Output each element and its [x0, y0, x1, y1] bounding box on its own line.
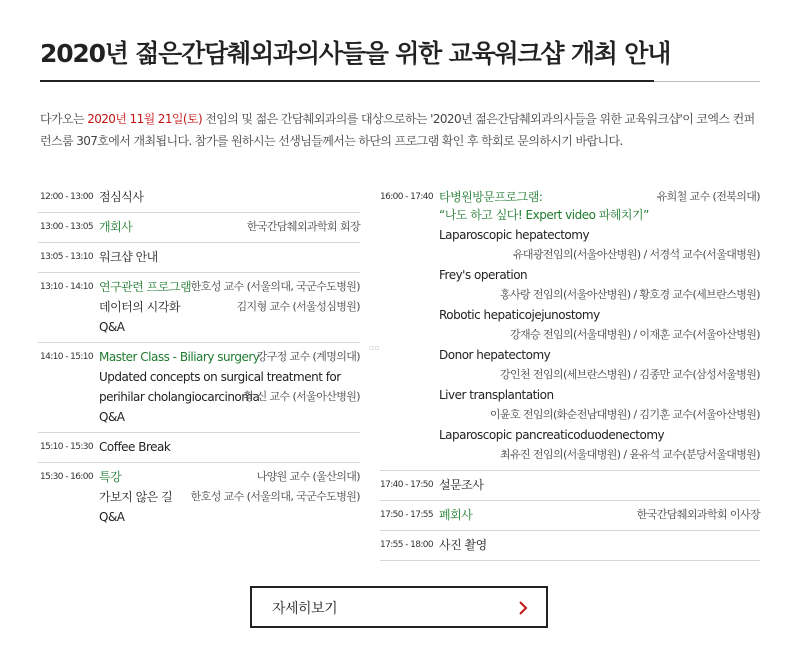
program-item: Laparoscopic pancreaticoduodenectomy — [439, 428, 665, 442]
schedule-left — [38, 183, 360, 532]
schedule-row — [38, 213, 360, 243]
program-speakers: 강인천 전임의(세브란스병원) / 김종만 교수(삼성서울병원) — [499, 368, 760, 381]
row-speaker: 한호성 교수 (서울의대, 국군수도병원) — [190, 280, 360, 293]
row-speaker: 한국간담췌외과학회 이사장 — [636, 508, 760, 521]
row-title: 연구관련 프로그램 — [99, 280, 192, 294]
row-title: 설문조사 — [439, 478, 484, 492]
program-speakers: 최유진 전임의(서울대병원) / 윤유석 교수(분당서울대병원) — [499, 448, 760, 461]
row-subtitle: 가보지 않은 길 — [99, 490, 173, 504]
title-divider — [40, 80, 654, 82]
schedule-right — [380, 183, 760, 561]
program-speakers: 강재승 전임의(서울대병원) / 이재훈 교수(서울아산병원) — [509, 328, 760, 341]
row-speaker: 유희철 교수 (전북의대) — [656, 190, 760, 203]
column-divider-mark: ▫▫ — [369, 343, 380, 352]
schedule-row — [380, 531, 760, 561]
row-time: 17:55 - 18:00 — [380, 540, 434, 550]
schedule-row — [380, 183, 760, 471]
row-title: 점심식사 — [99, 190, 144, 204]
row-title: 사진 촬영 — [439, 538, 487, 552]
row-title: 폐회사 — [439, 508, 473, 522]
chevron-right-icon — [518, 600, 528, 616]
row-title: 타병원방문프로그램: — [439, 190, 543, 204]
schedule-row — [38, 433, 360, 463]
view-details-button[interactable] — [250, 586, 548, 628]
intro-post: 전임의 및 젊은 간담췌외과의를 대상으로하는 '2020년 젊은간담췌외과의사들을 위한 교육워크샵'이 코엑스 컨퍼런스룸 307호에서 개최됩니다. 참가를 원하시는 선생님들께서는 하단의 프로그램 확인 후 학회로 문의하시기 바랍니다. — [40, 112, 755, 148]
intro-paragraph — [40, 108, 764, 152]
row-speaker: 강구정 교수 (계명의대) — [256, 350, 360, 363]
row-title: 개회사 — [99, 220, 133, 234]
program-speakers: 이윤호 전임의(화순전남대병원) / 김기훈 교수(서울아산병원) — [489, 408, 760, 421]
row-time: 14:10 - 15:10 — [40, 352, 94, 362]
row-speaker: 김지형 교수 (서울성심병원) — [236, 300, 360, 313]
row-time: 16:00 - 17:40 — [380, 192, 434, 202]
event-date: 2020년 11월 21일(토) — [87, 112, 203, 126]
row-time: 13:00 - 13:05 — [40, 222, 94, 232]
row-time: 13:05 - 13:10 — [40, 252, 94, 262]
program-item: Donor hepatectomy — [439, 348, 551, 362]
row-qa: Q&A — [99, 510, 125, 524]
schedule-row — [38, 183, 360, 213]
row-time: 15:10 - 15:30 — [40, 442, 94, 452]
schedule-row — [380, 471, 760, 501]
schedule-row — [38, 463, 360, 532]
row-title: 특강 — [99, 470, 122, 484]
row-speaker: 나양원 교수 (울산의대) — [256, 470, 360, 483]
row-time: 12:00 - 13:00 — [40, 192, 94, 202]
row-subtitle: 데이터의 시각화 — [99, 300, 180, 314]
row-qa: Q&A — [99, 320, 125, 334]
program-item: Robotic hepaticojejunostomy — [439, 308, 600, 322]
intro-pre: 다가오는 — [40, 112, 88, 126]
row-title: Coffee Break — [99, 440, 171, 454]
program-speakers: 유대광전임의(서울아산병원) / 서경석 교수(서울대병원) — [512, 248, 760, 261]
program-item: Frey's operation — [439, 268, 528, 282]
row-time: 17:40 - 17:50 — [380, 480, 434, 490]
row-speaker: 황 신 교수 (서울아산병원) — [243, 390, 360, 403]
program-item: Liver transplantation — [439, 388, 554, 402]
row-time: 17:50 - 17:55 — [380, 510, 434, 520]
program-item: Laparoscopic hepatectomy — [439, 228, 590, 242]
schedule-row — [38, 343, 360, 433]
schedule-row — [38, 243, 360, 273]
row-speaker: 한국간담췌외과학회 회장 — [246, 220, 360, 233]
row-speaker: 한호성 교수 (서울의대, 국군수도병원) — [190, 490, 360, 503]
page-title: 2020년 젊은간담췌외과의사들을 위한 교육워크샵 개최 안내 — [40, 39, 671, 68]
row-subtitle: perihilar cholangiocarcinoma — [99, 390, 260, 404]
program-speakers: 홍사랑 전임의(서울아산병원) / 황호경 교수(세브란스병원) — [499, 288, 760, 301]
row-time: 13:10 - 14:10 — [40, 282, 94, 292]
title-divider-light — [654, 81, 760, 82]
schedule-row — [38, 273, 360, 343]
row-time: 15:30 - 16:00 — [40, 472, 94, 482]
row-subtitle: Updated concepts on surgical treatment for — [99, 370, 341, 384]
schedule-row — [380, 501, 760, 531]
view-details-label: 자세히보기 — [272, 601, 338, 617]
row-title: Master Class - Biliary surgery — [99, 350, 260, 364]
row-subtitle: “나도 하고 싶다! Expert video 파헤치기” — [439, 208, 649, 222]
row-title: 워크샵 안내 — [99, 250, 158, 264]
row-qa: Q&A — [99, 410, 125, 424]
